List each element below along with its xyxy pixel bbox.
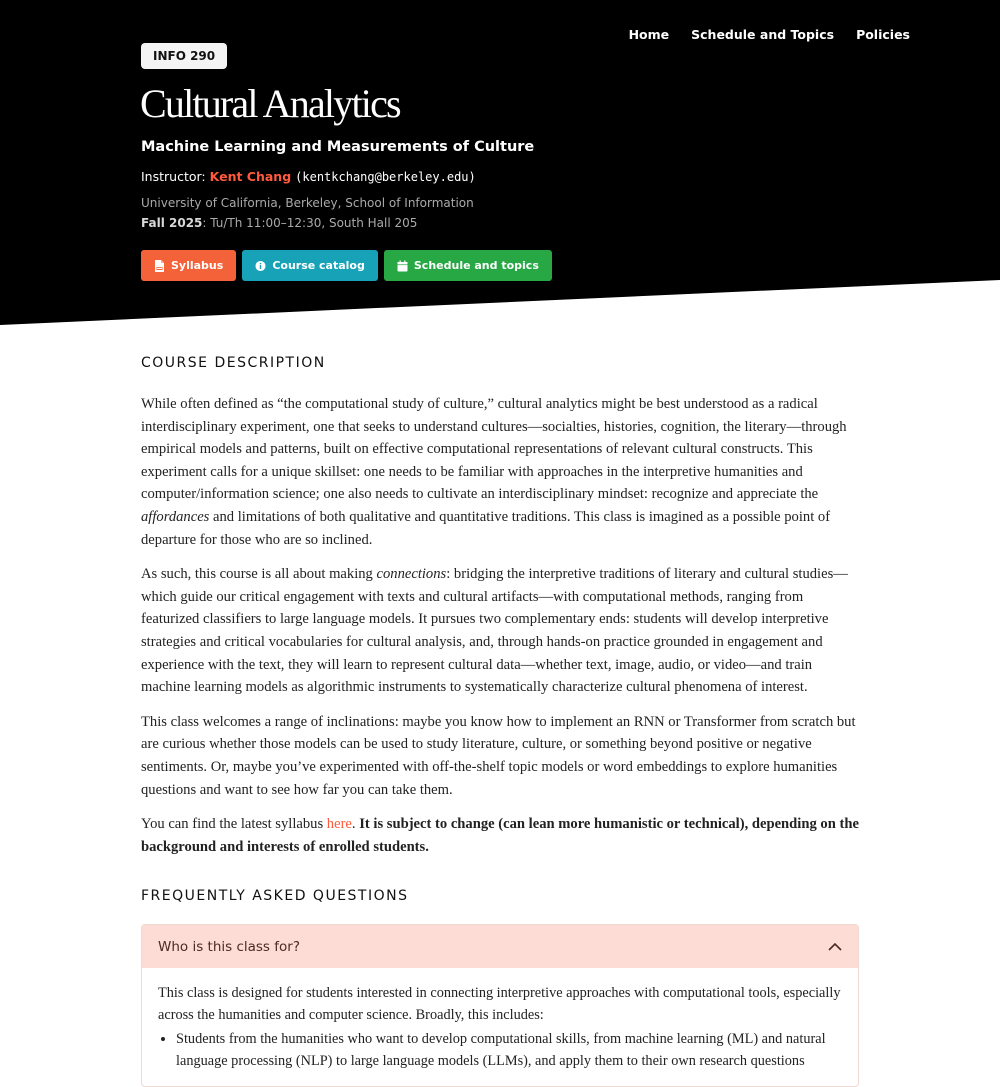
instructor-line <box>141 169 476 184</box>
instructor-email: (kentkchang@berkeley.edu) <box>295 170 476 184</box>
course-description-heading: COURSE DESCRIPTION <box>141 355 326 371</box>
action-buttons <box>141 250 552 281</box>
paragraph-4-bold-note: It is subject to change (can lean more humanistic or technical), depending on the background and interests of enrolled students. <box>141 816 859 855</box>
top-navigation <box>629 27 910 42</box>
term-line <box>141 216 417 230</box>
paragraph-2-text-b: : bridging the interpretive traditions of literary and cultural studies—which guide our critical engagement with texts and cultural artifacts—with computational methods, ranging from featurized classifiers to large language models. It pursues two complementary ends: students will develop interpretive strategies and critical vocabularies for cultural analysis, and, through hands-on practice grounded in engagement and experience with the text, they will learn to represent cultural data—whether text, image, audio, or video—and train machine learning models as algorithmic instruments to systematically characterize cultural phenomena of interest. <box>141 566 848 696</box>
paragraph-4-text-b: . <box>351 816 360 833</box>
faq-question: Who is this class for? <box>158 938 300 955</box>
course-catalog-button[interactable] <box>242 250 378 281</box>
faq-answer <box>142 968 858 1086</box>
paragraph-2-emphasis: connections <box>376 566 447 583</box>
info-icon <box>255 260 266 272</box>
description-paragraph-1 <box>141 393 859 551</box>
term-season: Fall 2025 <box>141 216 203 230</box>
calendar-icon <box>397 260 408 272</box>
hero-header <box>0 0 1000 330</box>
schedule-topics-button[interactable] <box>384 250 552 281</box>
nav-policies-link[interactable]: Policies <box>856 27 910 42</box>
faq-answer-list-item: • Students from the humanities who want to develop computational skills, from machine learning (ML) and natural language processing (NLP) to large language models (LLMs), and apply them to their own research questions <box>176 1028 842 1072</box>
page-title: Cultural Analytics <box>140 81 400 126</box>
syllabus-button-label: Syllabus <box>171 259 224 272</box>
paragraph-2-text-a: As such, this course is all about making <box>141 566 377 583</box>
description-paragraph-3: This class welcomes a range of inclinations: maybe you know how to implement an RNN or Transformer from scratch but are curious whether those models can be used to study literature, culture, or something beyond positive or negative sentiments. Or, maybe you’ve experimented with off-the-shelf topic models or word embeddings to explore humanities questions and want to see how far you can take them. <box>141 713 856 798</box>
syllabus-here-link[interactable]: here <box>326 816 352 833</box>
instructor-name-link[interactable]: Kent Chang <box>209 169 292 184</box>
faq-heading: FREQUENTLY ASKED QUESTIONS <box>141 888 409 905</box>
syllabus-button[interactable] <box>141 250 236 281</box>
nav-schedule-link[interactable]: Schedule and Topics <box>691 27 835 42</box>
faq-accordion-item <box>141 924 859 1087</box>
faq-answer-list <box>176 1028 842 1072</box>
description-paragraph-4 <box>141 813 859 858</box>
nav-home-link[interactable]: Home <box>628 27 670 42</box>
faq-question-toggle[interactable] <box>142 925 858 968</box>
paragraph-1-text-b: and limitations of both qualitative and quantitative traditions. This class is imagined as a possible point of departure for those who are so inclined. <box>141 508 831 548</box>
paragraph-1-emphasis: affordances <box>141 508 210 525</box>
paragraph-4-text-a: You can find the latest syllabus <box>141 816 327 833</box>
description-paragraph-2 <box>141 563 859 699</box>
affiliation-text: University of California, Berkeley, School of Information <box>141 196 474 210</box>
course-catalog-button-label: Course catalog <box>272 259 365 272</box>
course-code-badge: INFO 290 <box>141 43 227 69</box>
schedule-topics-button-label: Schedule and topics <box>413 259 539 272</box>
page-subtitle: Machine Learning and Measurements of Culture <box>141 139 535 155</box>
chevron-up-icon <box>828 942 842 951</box>
faq-answer-text: This class is designed for students interested in connecting interpretive approaches with computational tools, especially across the humanities and computer science. Broadly, this includes: <box>158 985 841 1024</box>
instructor-label: Instructor: <box>141 169 210 184</box>
main-content <box>141 355 859 1087</box>
term-details: : Tu/Th 11:00–12:30, South Hall 205 <box>202 216 418 230</box>
paragraph-1-text-a: While often defined as “the computational study of culture,” cultural analytics might be best understood as a radical interdisciplinary experiment, one that seeks to understand cultures—socialties, histories, cognition, the literary—through empirical models and patterns, built on effective computational representations of relevant cultural constructs. This experiment calls for a unique skillset: one needs to be familiar with approaches in the interpretive humanities and computer/information science; one also needs to cultivate an interdisciplinary mindset: recognize and appreciate the <box>141 396 847 503</box>
pdf-icon <box>154 260 165 272</box>
